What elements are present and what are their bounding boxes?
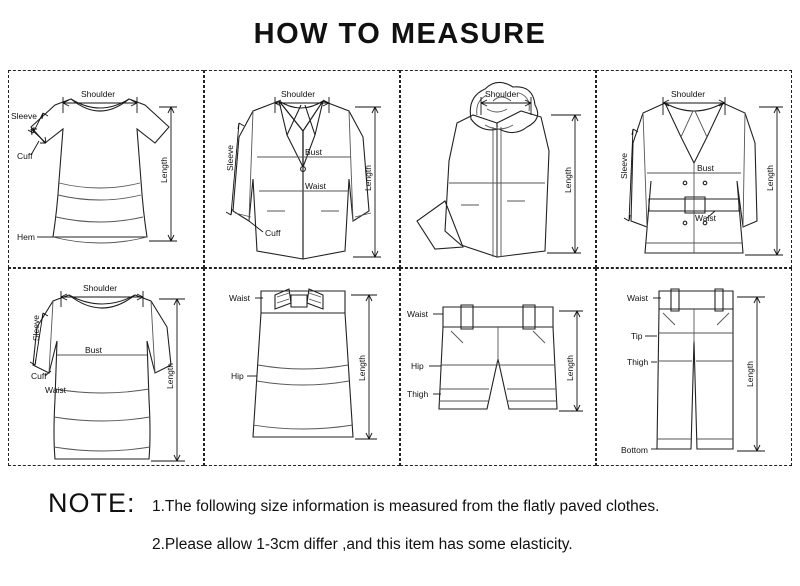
label-tip: Tip bbox=[631, 331, 643, 341]
label-thigh: Thigh bbox=[627, 357, 649, 367]
label-shoulder: Shoulder bbox=[485, 89, 520, 99]
label-bust: Bust bbox=[697, 163, 715, 173]
note-line-2: 2.Please allow 1-3cm differ ,and this item has some elasticity. bbox=[152, 536, 573, 553]
label-bust: Bust bbox=[305, 147, 323, 157]
label-sleeve: Sleeve bbox=[31, 315, 41, 341]
pants-diagram bbox=[597, 269, 791, 465]
blazer-diagram bbox=[205, 71, 399, 267]
garment-cell-blazer bbox=[204, 70, 400, 268]
label-length: Length bbox=[765, 165, 775, 191]
label-shoulder: Shoulder bbox=[83, 283, 118, 293]
label-length: Length bbox=[357, 355, 367, 381]
garment-cell-fur-coat bbox=[400, 70, 596, 268]
label-length: Length bbox=[165, 363, 175, 389]
label-length: Length bbox=[745, 361, 755, 387]
label-waist: Waist bbox=[627, 293, 648, 303]
trench-coat-diagram bbox=[597, 71, 791, 267]
garment-cell-pants bbox=[596, 268, 792, 466]
garment-cell-dress bbox=[8, 268, 204, 466]
label-sleeve: Sleeve bbox=[619, 153, 629, 179]
label-hip: Hip bbox=[231, 371, 244, 381]
skirt-diagram bbox=[205, 269, 399, 465]
garment-cell-skirt bbox=[204, 268, 400, 466]
label-waist: Waist bbox=[407, 309, 428, 319]
fur-coat-diagram bbox=[401, 71, 595, 267]
label-length: Length bbox=[563, 167, 573, 193]
label-waist: Waist bbox=[695, 213, 716, 223]
garment-cell-trench-coat bbox=[596, 70, 792, 268]
label-shoulder: Shoulder bbox=[81, 89, 116, 99]
dress-diagram bbox=[9, 269, 203, 465]
shorts-diagram bbox=[401, 269, 595, 465]
note-line-1: 1.The following size information is measured from the flatly paved clothes. bbox=[152, 498, 660, 515]
label-shoulder: Shoulder bbox=[281, 89, 316, 99]
tshirt-diagram bbox=[9, 71, 203, 267]
label-waist: Waist bbox=[45, 385, 66, 395]
label-bottom: Bottom bbox=[621, 445, 648, 455]
note-label: NOTE: bbox=[48, 488, 136, 518]
label-sleeve: Sleeve bbox=[11, 111, 37, 121]
label-waist: Waist bbox=[305, 181, 326, 191]
label-length: Length bbox=[565, 355, 575, 381]
label-hem: Hem bbox=[17, 232, 35, 242]
measurement-grid bbox=[8, 70, 792, 466]
garment-cell-shorts bbox=[400, 268, 596, 466]
label-cuff: Cuff bbox=[31, 371, 47, 381]
label-shoulder: Shoulder bbox=[671, 89, 706, 99]
label-thigh: Thigh bbox=[407, 389, 429, 399]
label-hip: Hip bbox=[411, 361, 424, 371]
page-title: HOW TO MEASURE bbox=[253, 18, 547, 50]
garment-cell-tshirt bbox=[8, 70, 204, 268]
label-bust: Bust bbox=[85, 345, 103, 355]
label-sleeve: Sleeve bbox=[225, 145, 235, 171]
label-cuff: Cuff bbox=[265, 228, 281, 238]
label-waist: Waist bbox=[229, 293, 250, 303]
label-cuff: Cuff bbox=[17, 151, 33, 161]
label-length: Length bbox=[363, 165, 373, 191]
label-length: Length bbox=[159, 157, 169, 183]
